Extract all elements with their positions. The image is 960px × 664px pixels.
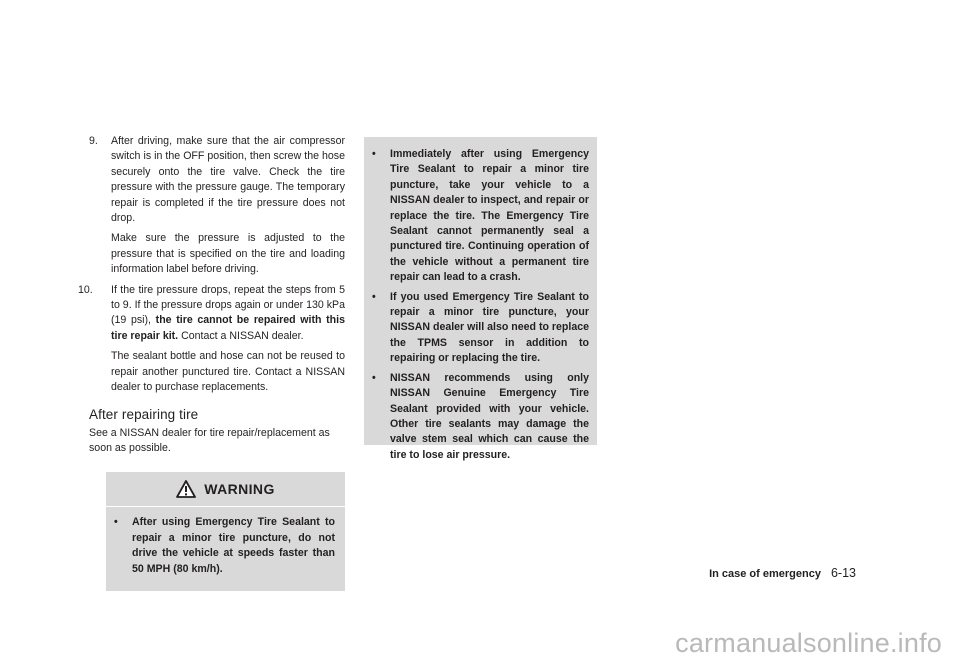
section-heading: After repairing tire bbox=[89, 406, 199, 422]
warning-box bbox=[106, 472, 345, 591]
page-number: 6-13 bbox=[830, 566, 856, 580]
warning-title: WARNING bbox=[204, 481, 275, 498]
step-text: Contact a NISSAN dealer. bbox=[181, 329, 304, 342]
step-paragraph bbox=[111, 283, 345, 345]
bullet-text: After using Emergency Tire Sealant to repair a minor tire puncture, do not drive the vehicle at speeds faster than 50 MPH (80 km/h). bbox=[132, 516, 335, 575]
bullet-dot: • bbox=[114, 516, 118, 529]
page-footer bbox=[709, 566, 856, 580]
step-number: 9. bbox=[89, 135, 98, 147]
warning-bullet bbox=[372, 147, 589, 286]
bullet-text: Immediately after using Emergency Tire Sealant to repair a minor tire puncture, take your vehicle to a NISSAN dealer to inspect, and repair or replace the tire. The Emergency Tire Sealant cannot permanently seal a punctured tire. Continuing operation of the vehicle without a permanent tire repair can lead to a crash. bbox=[390, 148, 589, 284]
step-10 bbox=[78, 283, 345, 401]
bullet-dot: • bbox=[372, 371, 376, 384]
step-body bbox=[111, 134, 345, 283]
bullet-text: If you used Emergency Tire Sealant to repair a minor tire puncture, your NISSAN dealer will also need to replace the TPMS sensor in addition to repairing or replacing the tire. bbox=[390, 290, 589, 365]
left-column bbox=[78, 134, 345, 591]
step-number: 10. bbox=[78, 283, 93, 296]
bullet-dot: • bbox=[372, 148, 376, 160]
warning-body bbox=[106, 507, 345, 591]
bullet-text: NISSAN recommends using only NISSAN Genuine Emergency Tire Sealant provided with your vehicle. Other tire sealants may damage the valve stem seal which can cause the tire to lose air pressure. bbox=[390, 371, 589, 461]
step-emphasis: the tire cannot be repaired with this tire repair kit. bbox=[111, 314, 345, 342]
step-body bbox=[111, 283, 345, 401]
watermark: carmanualsonline.info bbox=[675, 628, 942, 658]
step-paragraph: The sealant bottle and hose can not be reused to repair another punctured tire. Contact a NISSAN dealer to purchase replacements. bbox=[111, 350, 345, 394]
right-warning-box bbox=[364, 137, 597, 461]
step-9 bbox=[89, 134, 345, 283]
bullet-dot: • bbox=[372, 290, 376, 303]
footer-section-title: In case of emergency bbox=[709, 568, 821, 580]
warning-bullet bbox=[114, 515, 335, 577]
warning-triangle-icon bbox=[176, 480, 196, 498]
step-paragraph: Make sure the pressure is adjusted to the pressure that is specified on the tire and loading information label before driving. bbox=[111, 232, 345, 276]
warning-bullet bbox=[372, 371, 589, 463]
step-text: If the tire pressure drops, repeat the steps from 5 to 9. If the pressure drops again or under 130 kPa (19 psi), bbox=[111, 283, 345, 327]
warning-header bbox=[106, 472, 345, 507]
section-text: See a NISSAN dealer for tire repair/replacement as soon as possible. bbox=[89, 426, 330, 454]
warning-bullet bbox=[372, 290, 589, 367]
step-paragraph: After driving, make sure that the air compressor switch is in the OFF position, then screw the hose securely onto the tire valve. Check the tire pressure with the pressure gauge. The temporary repair is completed if the tire pressure does not drop. bbox=[111, 135, 345, 225]
